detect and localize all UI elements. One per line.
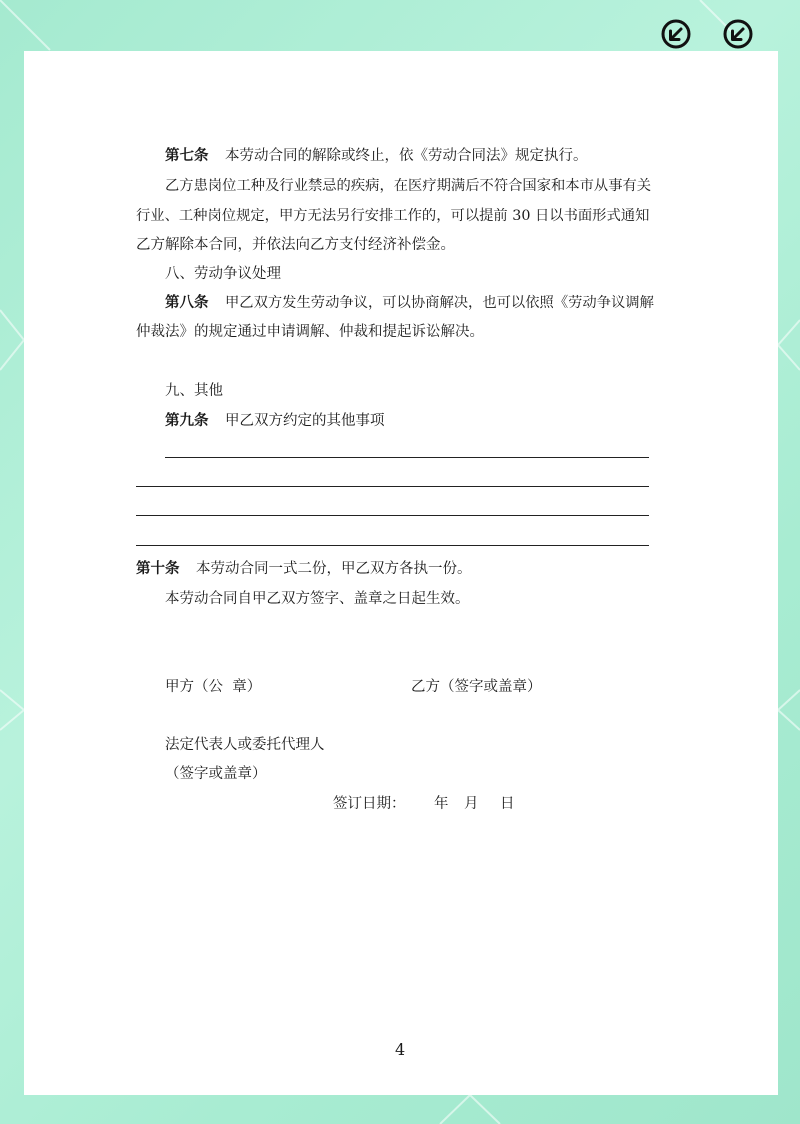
nav-back-button[interactable] <box>659 17 693 51</box>
article-8-text: 甲乙双方发生劳动争议，可以协商解决，也可以依照《劳动争议调解 <box>225 295 654 311</box>
article-8-title: 第八条 <box>165 294 209 311</box>
article-10-title: 第十条 <box>136 560 180 577</box>
party-a-label: 甲方（公 章） <box>165 679 262 695</box>
page-number: 4 <box>395 1040 406 1059</box>
legal-representative-label: 法定代表人或委托代理人 <box>165 737 325 753</box>
paragraph-line: 乙方患岗位工种及行业禁忌的疾病，在医疗期满后不符合国家和本市从事有关 <box>165 178 652 194</box>
effective-clause: 本劳动合同自甲乙双方签字、盖章之日起生效。 <box>165 591 470 607</box>
blank-line <box>136 486 649 487</box>
section-heading: 九、其他 <box>165 383 223 399</box>
sign-date-label: 签订日期： <box>333 796 406 812</box>
blank-line <box>165 457 649 458</box>
sign-date-month: 月 <box>464 796 479 812</box>
article-7-title: 第七条 <box>165 147 209 164</box>
arrow-down-left-circle-icon <box>721 17 755 51</box>
nav-return-button[interactable] <box>721 17 755 51</box>
article-9-title: 第九条 <box>165 412 209 429</box>
document-page <box>24 51 778 1095</box>
blank-line <box>136 545 649 546</box>
sign-date-day: 日 <box>500 796 515 812</box>
section-heading: 八、劳动争议处理 <box>165 266 281 282</box>
blank-line <box>136 515 649 516</box>
arrow-down-left-circle-icon <box>659 17 693 51</box>
article-10-text: 本劳动合同一式二份，甲乙双方各执一份。 <box>196 561 472 577</box>
article-7-text: 本劳动合同的解除或终止，依《劳动合同法》规定执行。 <box>225 148 588 164</box>
article-9-text: 甲乙双方约定的其他事项 <box>225 413 385 429</box>
paragraph-line: 乙方解除本合同，并依法向乙方支付经济补偿金。 <box>136 237 455 253</box>
signature-seal-label: （签字或盖章） <box>165 766 267 782</box>
sign-date-year: 年 <box>434 796 449 812</box>
article-8-text: 仲裁法》的规定通过申请调解、仲裁和提起诉讼解决。 <box>136 324 484 340</box>
paragraph-line: 行业、工种岗位规定，甲方无法另行安排工作的，可以提前 30 日以书面形式通知 <box>136 208 650 224</box>
party-b-label: 乙方（签字或盖章） <box>411 679 542 695</box>
